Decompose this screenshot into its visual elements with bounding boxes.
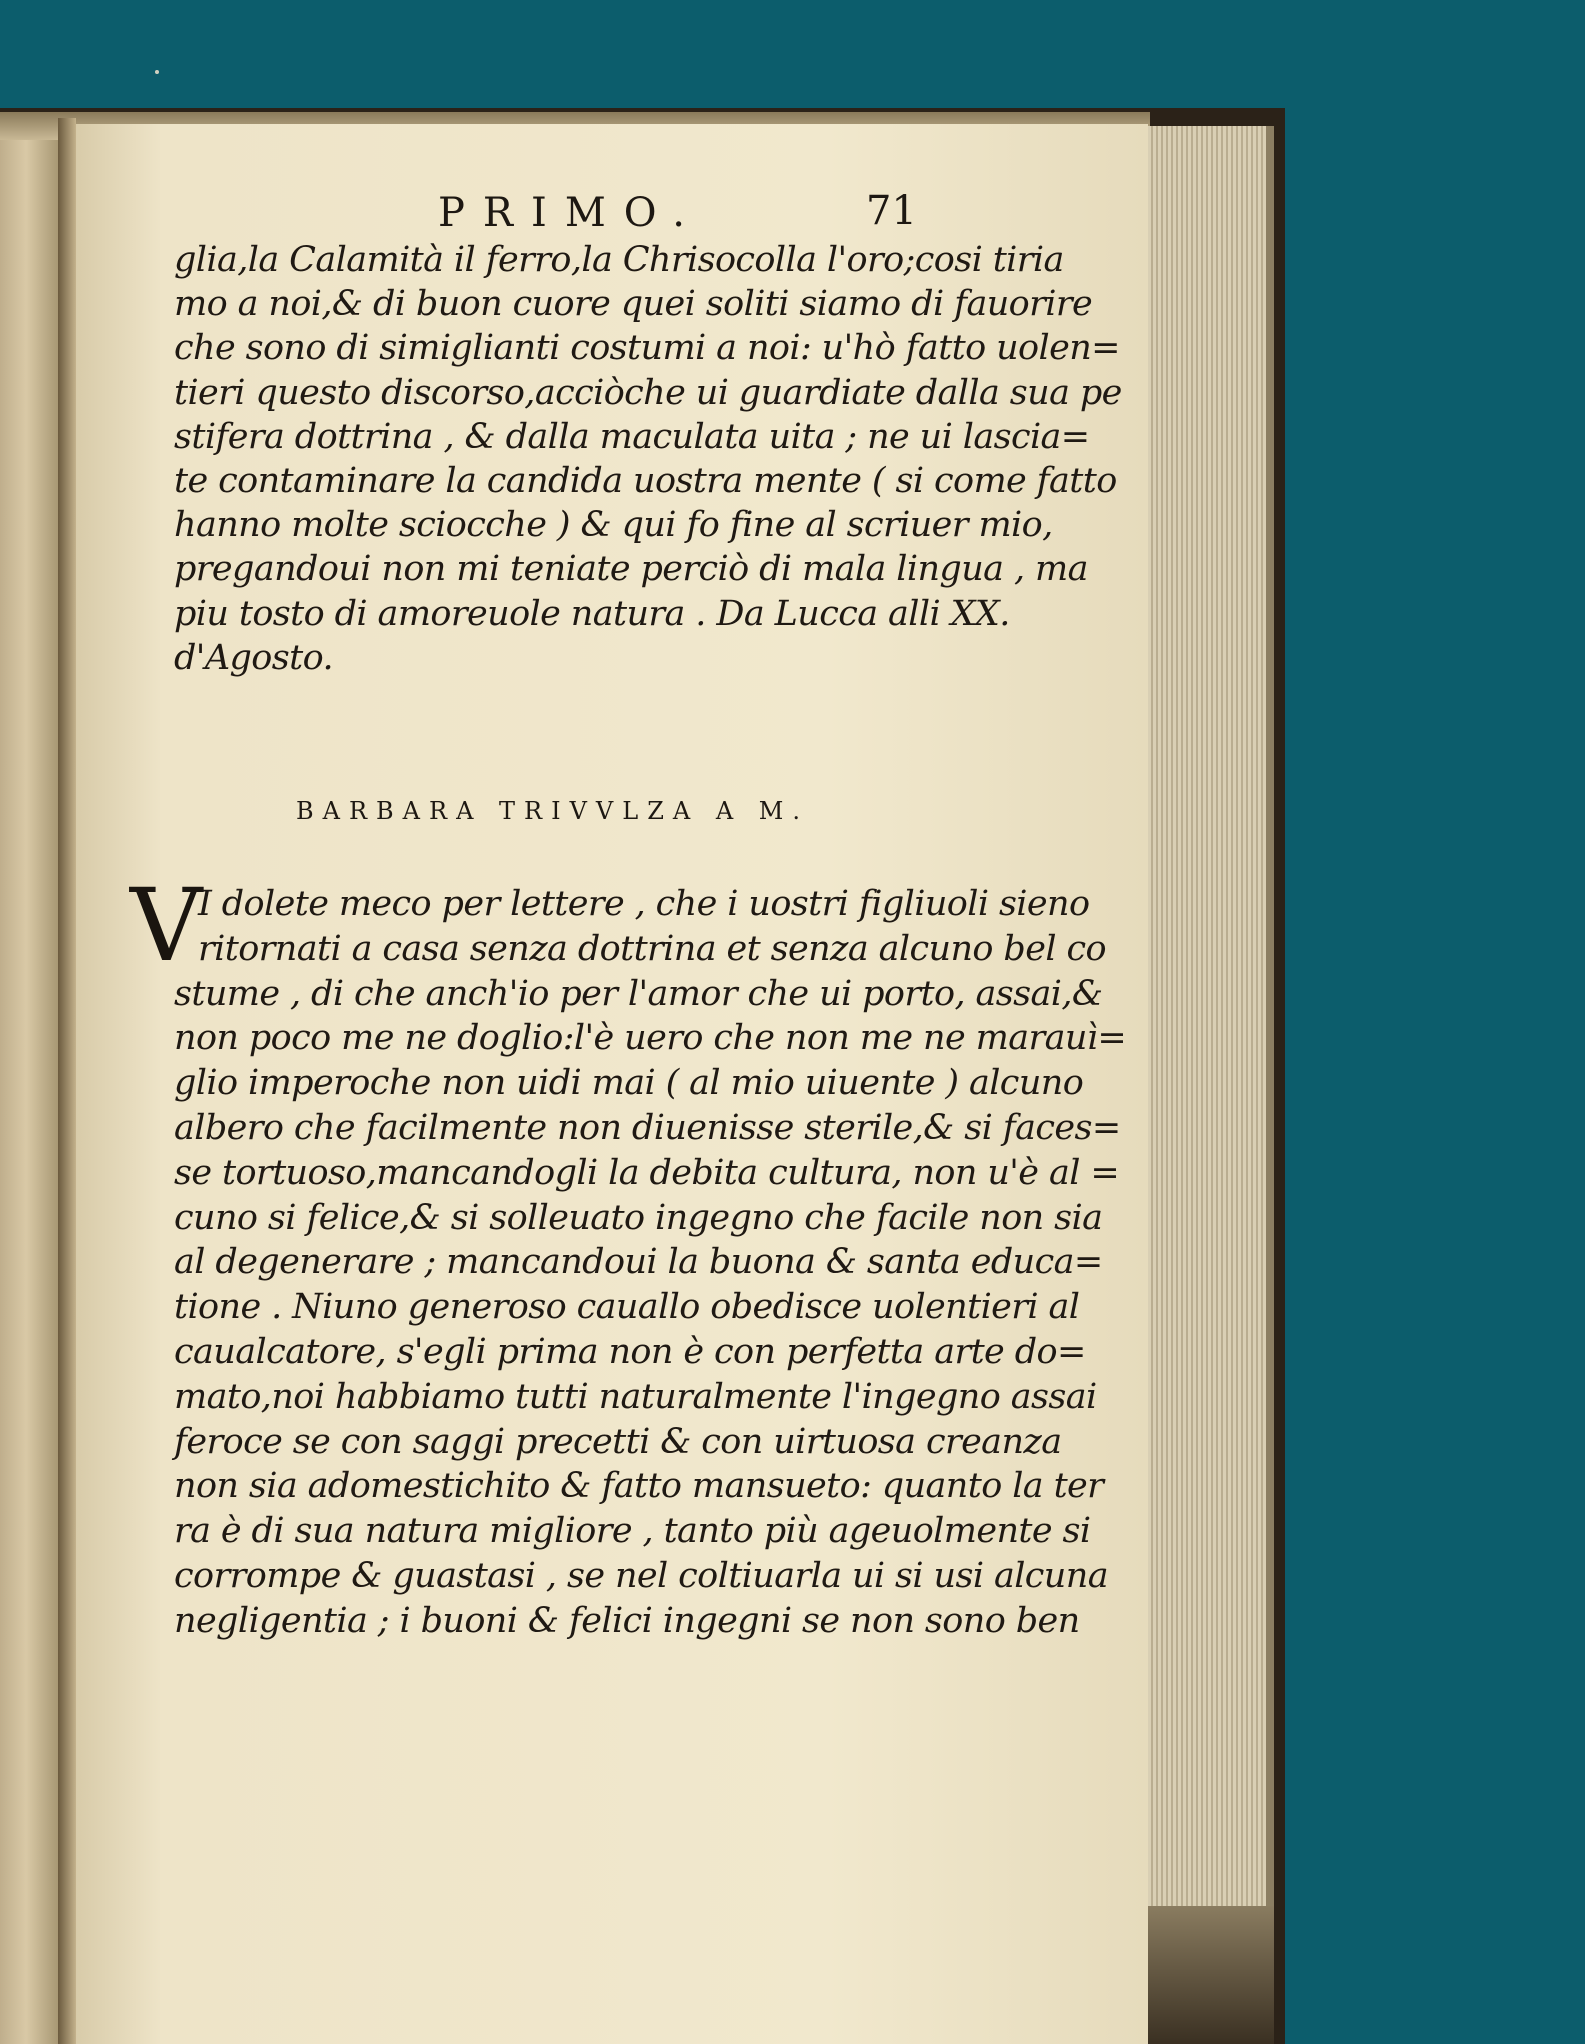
text-line: stume , di che anch'io per l'amor che ui porto, assai,& bbox=[174, 973, 1103, 1014]
running-head: PRIMO. bbox=[438, 190, 703, 236]
text-line: negligentia ; i buoni & felici ingegni se non sono ben bbox=[174, 1600, 1080, 1641]
fore-edge-lower bbox=[1148, 1906, 1274, 2044]
text-line: I dolete meco per lettere , che i uostri figliuoli sieno bbox=[198, 884, 1090, 924]
text-line: albero che facilmente non diuenisse sterile,& si faces= bbox=[174, 1108, 1121, 1148]
text-line: d'Agosto. bbox=[174, 637, 333, 678]
text-line: tione . Niuno generoso cauallo obedisce uolentieri al bbox=[174, 1287, 1080, 1328]
text-line: al degenerare ; mancandoui la buona & santa educa= bbox=[174, 1242, 1103, 1283]
text-line: ra è di sua natura migliore , tanto più ageuolmente si bbox=[174, 1511, 1091, 1552]
text-line: mo a noi,& di buon cuore quei soliti siamo di fauorire bbox=[174, 284, 1093, 325]
text-line: hanno molte sciocche ) & qui fo fine al scriuer mio, bbox=[174, 505, 1053, 546]
text-line: tieri questo discorso,acciòche ui guardiate dalla sua pe bbox=[174, 372, 1122, 413]
text-line: stifera dottrina , & dalla maculata uita ; ne ui lascia= bbox=[174, 416, 1090, 457]
text-line: corrompe & guastasi , se nel coltiuarla ui si usi alcuna bbox=[174, 1556, 1108, 1596]
fore-edge bbox=[1148, 126, 1274, 1906]
text-line: pregandoui non mi teniate perciò di mala lingua , ma bbox=[174, 549, 1088, 590]
dust-speck bbox=[155, 70, 159, 74]
gutter bbox=[58, 118, 76, 2044]
text-line: te contaminare la candida uostra mente ( si come fatto bbox=[174, 461, 1117, 501]
left-page-edge bbox=[0, 140, 58, 2044]
text-line: caualcatore, s'egli prima non è con perfetta arte do= bbox=[174, 1332, 1086, 1372]
text-line: se tortuoso,mancandogli la debita cultura, non u'è al = bbox=[174, 1152, 1120, 1193]
text-line: glio imperoche non uidi mai ( al mio uiuente ) alcuno bbox=[174, 1063, 1084, 1104]
text-line: piu tosto di amoreuole natura . Da Lucca alli XX. bbox=[174, 593, 1010, 634]
drop-cap: V bbox=[130, 867, 203, 984]
text-line: feroce se con saggi precetti & con uirtuosa creanza bbox=[174, 1421, 1062, 1462]
text-line: non poco me ne doglio:l'è uero che non me ne marauì= bbox=[174, 1018, 1127, 1059]
text-line: ritornati a casa senza dottrina et senza alcuno bel co bbox=[198, 928, 1106, 969]
text-line: non sia adomestichito & fatto mansueto: quanto la ter bbox=[174, 1466, 1104, 1507]
page-number: 71 bbox=[866, 188, 917, 234]
text-line: che sono di simiglianti costumi a noi: u'hò fatto uolen= bbox=[174, 328, 1120, 369]
text-line: mato,noi habbiamo tutti naturalmente l'ingegno assai bbox=[174, 1376, 1097, 1417]
text-line: cuno si felice,& si solleuato ingegno che facile non sia bbox=[174, 1197, 1103, 1238]
letter-heading: BARBARA TRIVVLZA A M. bbox=[296, 797, 809, 825]
text-line: glia,la Calamità il ferro,la Chrisocolla l'oro;cosi tiria bbox=[174, 240, 1064, 280]
